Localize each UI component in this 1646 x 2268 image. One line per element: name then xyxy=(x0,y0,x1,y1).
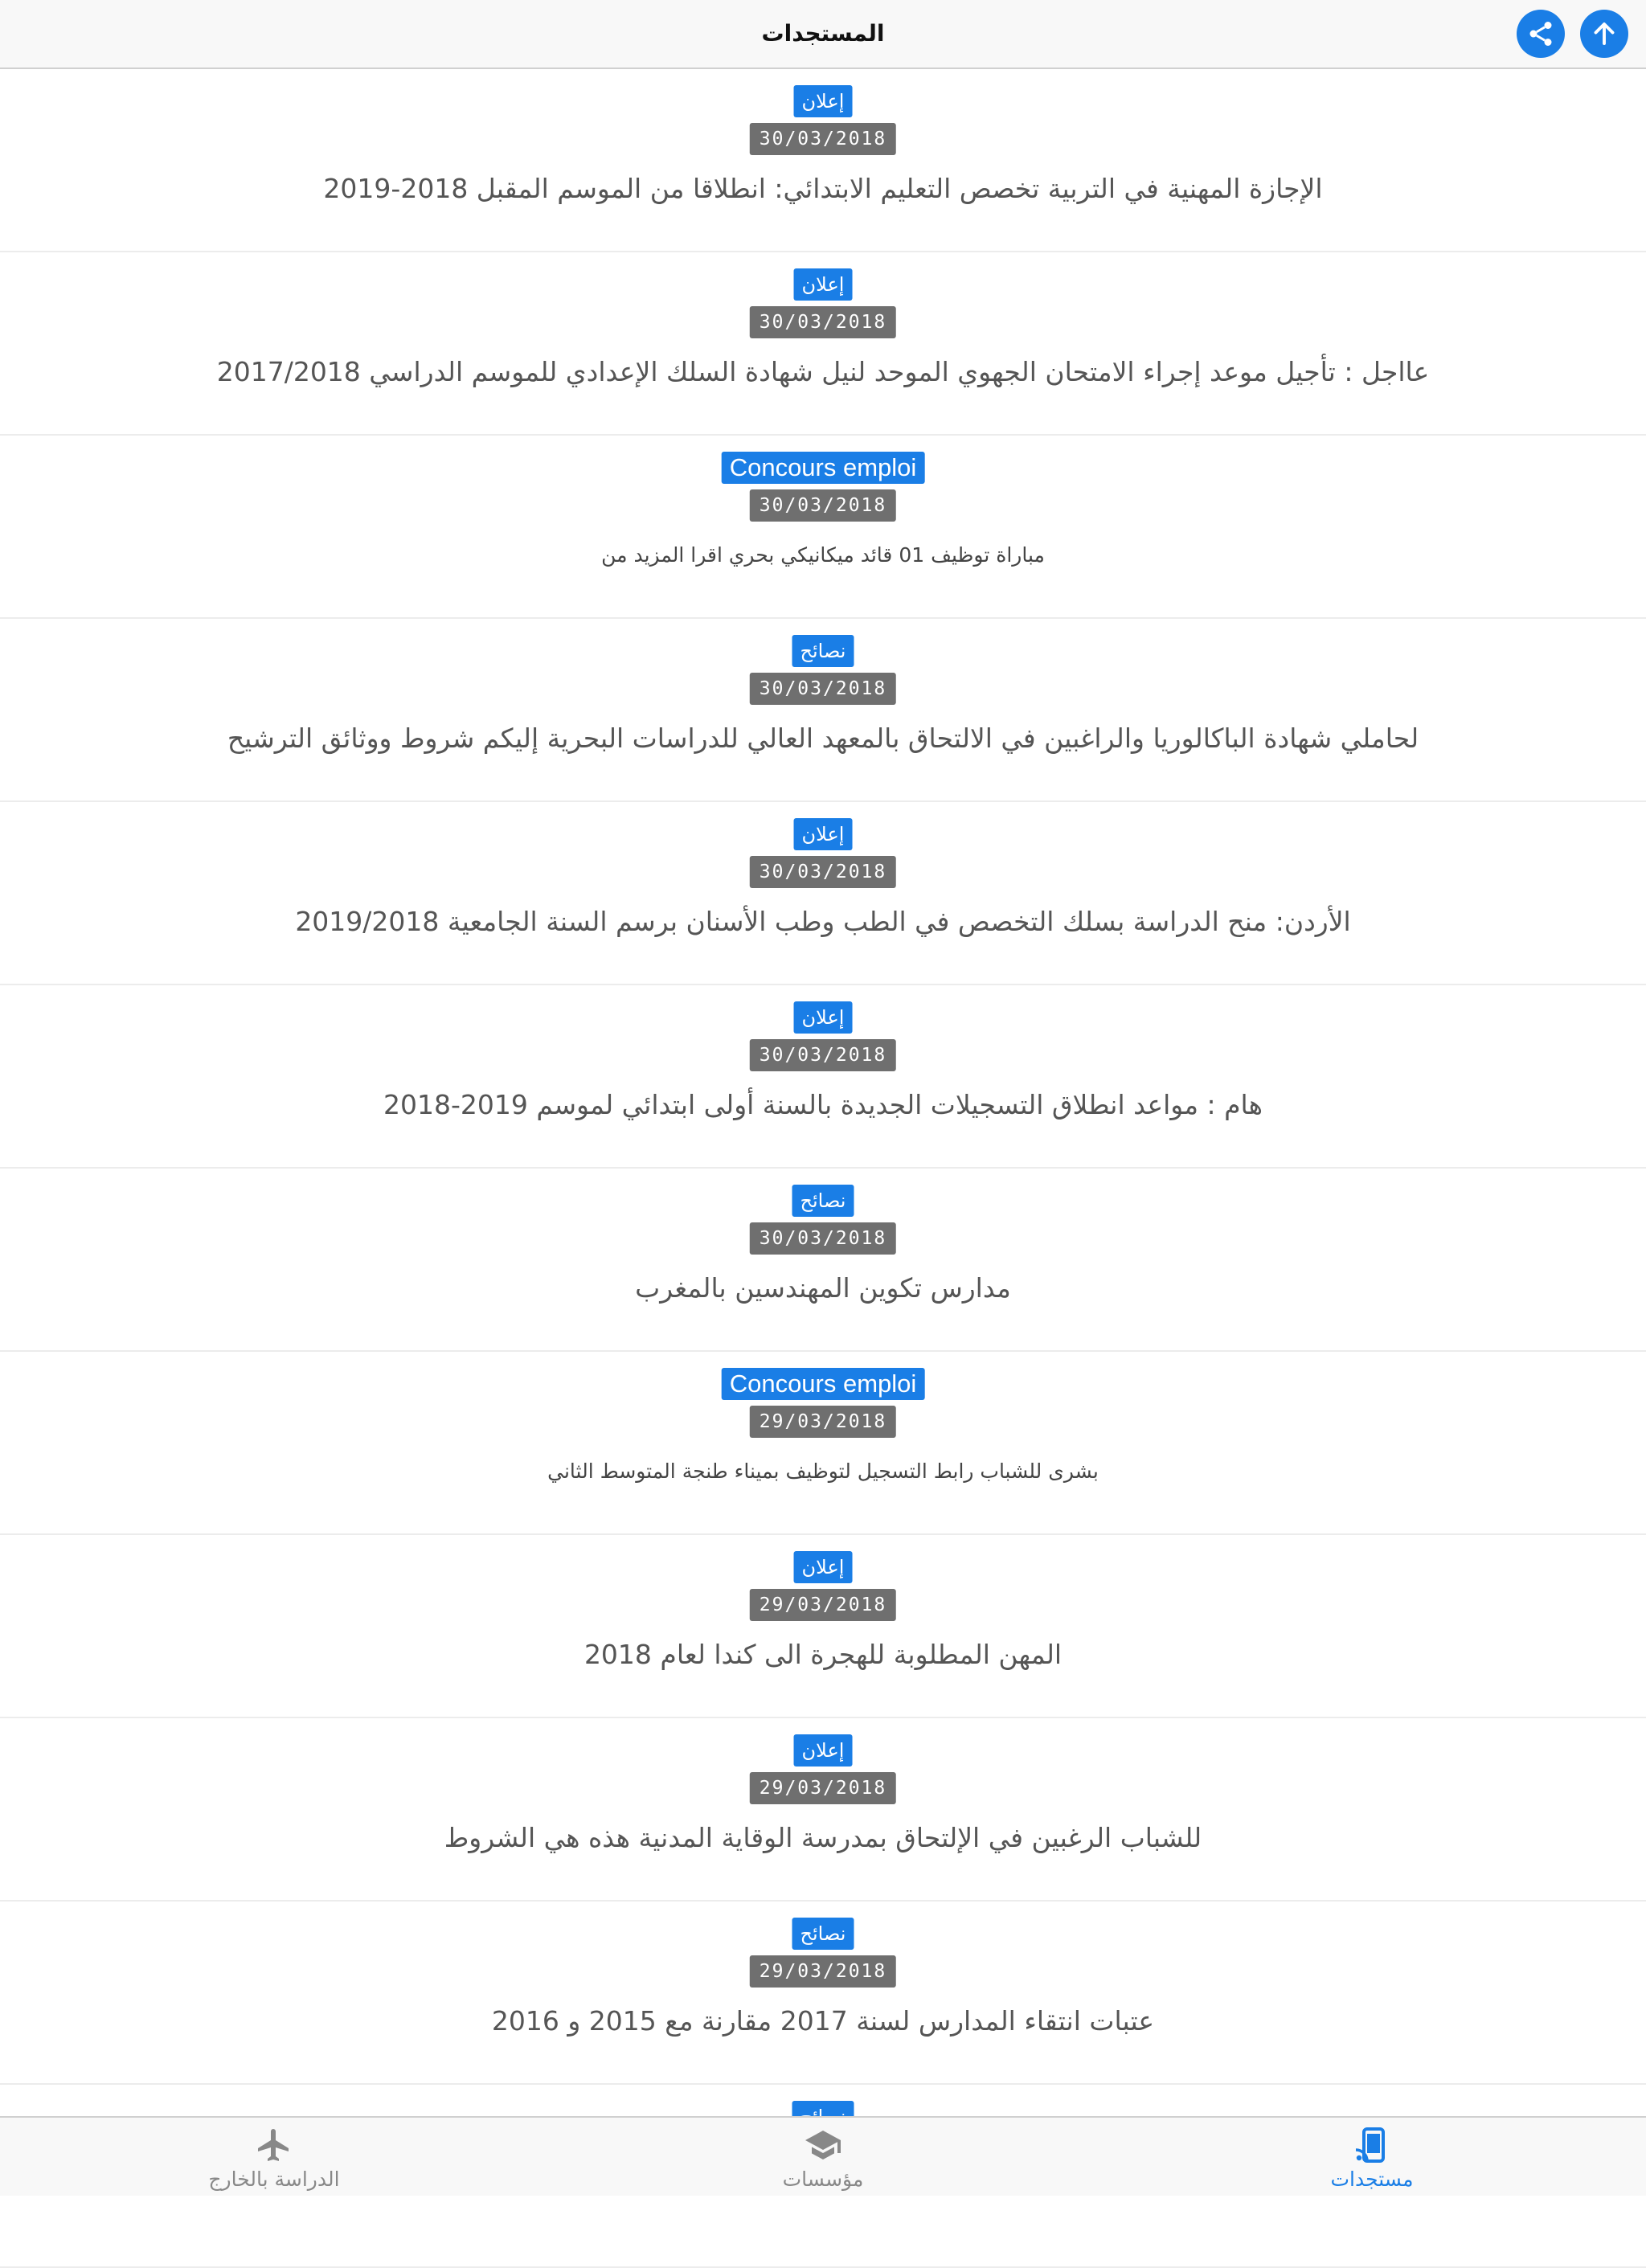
category-badge: نصائح xyxy=(792,1918,854,1950)
item-title[interactable]: مباراة توظيف 01 قائد ميكانيكي بحري اقرا المزيد من xyxy=(601,543,1045,567)
tab-study-abroad[interactable] xyxy=(0,2118,548,2196)
list-item[interactable] xyxy=(0,802,1646,985)
item-title[interactable]: عااجل : تأجيل موعد إجراء الامتحان الجهوي الموحد لنيل شهادة السلك الإعدادي للموسم الدراسي 2017/2018 xyxy=(216,356,1430,387)
list-item[interactable] xyxy=(0,69,1646,252)
date-badge: 30/03/2018 xyxy=(750,1222,896,1255)
list-item[interactable] xyxy=(0,1352,1646,1535)
tab-label: مستجدات xyxy=(1330,2168,1414,2191)
item-title[interactable]: المهن المطلوبة للهجرة الى كندا لعام 2018 xyxy=(583,1639,1063,1670)
share-icon xyxy=(1526,19,1555,48)
feed-icon xyxy=(1353,2126,1391,2164)
item-title[interactable]: الإجازة المهنية في التربية تخصص التعليم الابتدائي: انطلاقا من الموسم المقبل 2018-2019 xyxy=(323,173,1323,204)
category-badge: إعلان xyxy=(794,85,853,117)
item-title[interactable]: لحاملي شهادة الباكالوريا والراغبين في الالتحاق بالمعهد العالي للدراسات البحرية إليكم شروط ووثائق الترشيح xyxy=(227,723,1419,754)
date-badge: 29/03/2018 xyxy=(750,1772,896,1804)
date-badge: 29/03/2018 xyxy=(750,1955,896,1988)
category-badge: Concours emploi xyxy=(722,1368,925,1400)
bottom-tab-bar xyxy=(0,2116,1646,2196)
date-badge: 30/03/2018 xyxy=(750,306,896,338)
top-navigation-bar xyxy=(0,0,1646,69)
item-title[interactable]: الأردن: منح الدراسة بسلك التخصص في الطب وطب الأسنان برسم السنة الجامعية 2019/2018 xyxy=(295,906,1351,937)
list-item[interactable] xyxy=(0,619,1646,802)
category-badge: إعلان xyxy=(794,1001,853,1034)
list-item[interactable] xyxy=(0,1902,1646,2085)
date-badge: 30/03/2018 xyxy=(750,489,896,522)
list-item[interactable] xyxy=(0,252,1646,436)
news-list[interactable] xyxy=(0,69,1646,2116)
category-badge: إعلان xyxy=(794,1551,853,1583)
list-item[interactable] xyxy=(0,1718,1646,1902)
date-badge: 30/03/2018 xyxy=(750,1039,896,1071)
share-button[interactable] xyxy=(1517,10,1565,58)
category-badge: إعلان xyxy=(794,1734,853,1767)
item-title[interactable]: للشباب الرغبين في الإلتحاق بمدرسة الوقاية المدنية هذه هي الشروط xyxy=(444,1822,1202,1853)
scroll-to-top-button[interactable] xyxy=(1580,10,1628,58)
date-badge: 29/03/2018 xyxy=(750,1589,896,1621)
date-badge: 30/03/2018 xyxy=(750,673,896,705)
list-item[interactable] xyxy=(0,436,1646,619)
tab-news[interactable] xyxy=(1098,2118,1646,2196)
category-badge: إعلان xyxy=(794,268,853,301)
item-title[interactable]: عتبات انتقاء المدارس لسنة 2017 مقارنة مع 2015 و 2016 xyxy=(491,2005,1155,2037)
date-badge: 29/03/2018 xyxy=(750,1406,896,1438)
airplane-icon xyxy=(255,2126,293,2164)
category-badge: نصائح xyxy=(792,1185,854,1217)
date-badge: 30/03/2018 xyxy=(750,856,896,888)
category-badge: إعلان xyxy=(794,818,853,850)
item-title[interactable]: مدارس تكوين المهندسين بالمغرب xyxy=(635,1272,1011,1304)
category-badge: Concours emploi xyxy=(722,452,925,484)
tab-label: مؤسسات xyxy=(782,2168,864,2191)
category-badge: نصائح xyxy=(792,635,854,667)
list-item[interactable] xyxy=(0,1535,1646,1718)
arrow-up-icon xyxy=(1590,19,1619,48)
date-badge: 30/03/2018 xyxy=(750,123,896,155)
list-item[interactable] xyxy=(0,1169,1646,1352)
item-title[interactable]: بشرى للشباب رابط التسجيل لتوظيف بميناء طنجة المتوسط الثاني xyxy=(547,1459,1099,1483)
graduation-cap-icon xyxy=(804,2126,842,2164)
item-title[interactable]: هام : مواعد انطلاق التسجيلات الجديدة بالسنة أولى ابتدائي لموسم 2019-2018 xyxy=(383,1089,1263,1120)
page-title: المستجدات xyxy=(761,20,885,47)
tab-institutions[interactable] xyxy=(549,2118,1097,2196)
list-item[interactable] xyxy=(0,985,1646,1169)
tab-label: الدراسة بالخارج xyxy=(208,2168,340,2191)
